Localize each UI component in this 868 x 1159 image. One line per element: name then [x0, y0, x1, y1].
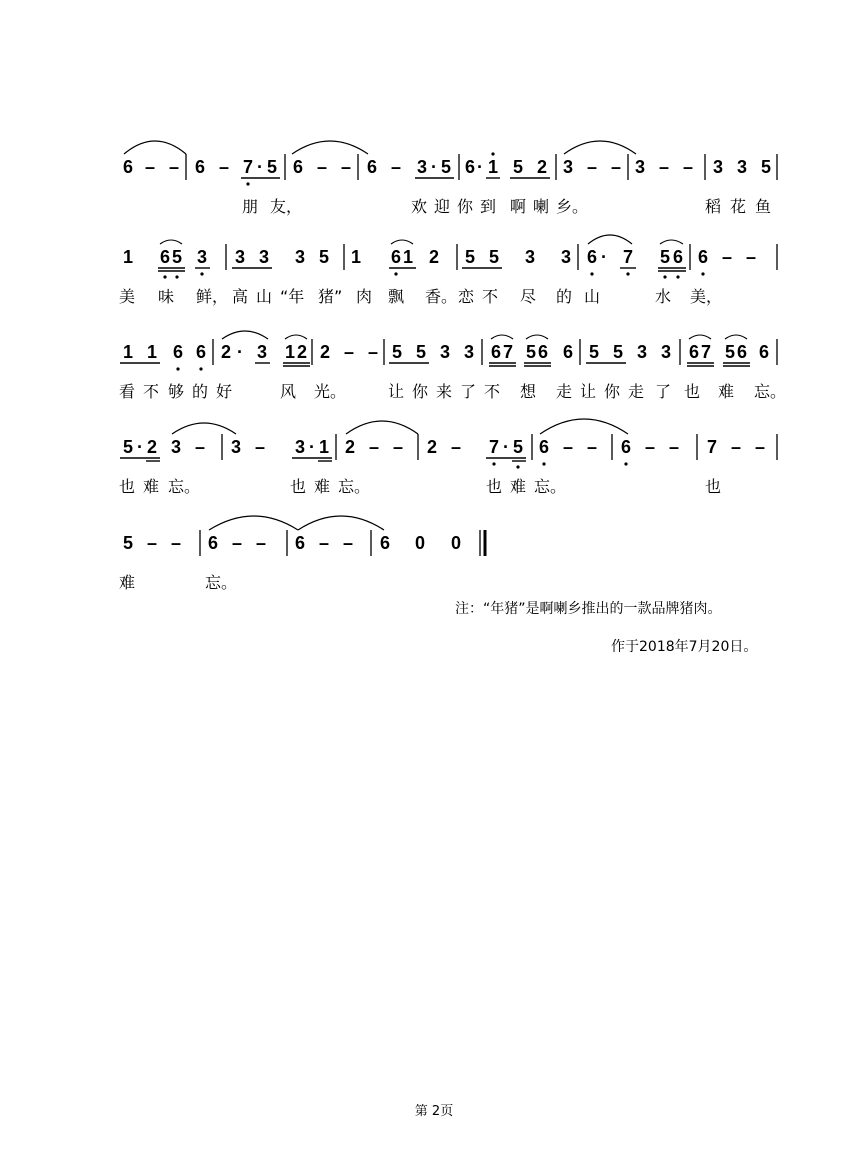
note: – — [721, 247, 733, 267]
lyric: 恋 — [458, 287, 475, 306]
note: 3 — [234, 247, 246, 267]
note: 6 — [688, 342, 700, 362]
tie-slur — [292, 141, 368, 154]
lyric: 走 — [556, 382, 573, 401]
lyric: 也 — [705, 477, 722, 496]
note: 6 — [490, 342, 502, 362]
note: – — [392, 437, 404, 457]
lyric: 味 — [158, 287, 175, 306]
lyric: 难 — [119, 573, 136, 592]
note: 5 — [318, 247, 330, 267]
lyric: 忘。 — [338, 477, 371, 496]
note: – — [316, 157, 328, 177]
note: 5 — [415, 342, 427, 362]
note: 6 — [292, 157, 304, 177]
note: – — [146, 533, 158, 553]
note: 6 — [538, 437, 550, 457]
lyric: 尽 — [520, 287, 537, 306]
note: 1 — [122, 342, 134, 362]
note: 3 — [463, 342, 475, 362]
lyric: 风 — [280, 382, 297, 401]
note: · — [237, 342, 243, 362]
note: 6 — [195, 342, 207, 362]
note: 7 — [622, 247, 634, 267]
note: 5 — [512, 437, 524, 457]
note: – — [730, 437, 742, 457]
note: 6 — [207, 533, 219, 553]
note: 3 — [294, 247, 306, 267]
note: 2 — [146, 437, 158, 457]
note: – — [668, 437, 680, 457]
note: 5 — [440, 157, 452, 177]
lyric: 看 — [119, 382, 136, 401]
note: 3 — [416, 157, 428, 177]
lyric: 来 — [436, 382, 453, 401]
note: 7 — [242, 157, 254, 177]
note: 6 — [366, 157, 378, 177]
note: 3 — [560, 247, 572, 267]
note: 5 — [525, 342, 537, 362]
lyric: 忘。 — [205, 573, 238, 592]
lyric: 也 — [684, 382, 701, 401]
note: 6 — [537, 342, 549, 362]
note: 6 — [736, 342, 748, 362]
note: · — [431, 157, 437, 177]
footnote: 注：“年猪”是啊喇乡推出的一款品牌猪肉。 — [455, 601, 722, 617]
note: 3 — [660, 342, 672, 362]
note: 5 — [464, 247, 476, 267]
note: 5 — [122, 437, 134, 457]
lyric: 花 — [730, 197, 747, 216]
note: · — [601, 247, 607, 267]
note: – — [610, 157, 622, 177]
note: – — [168, 157, 180, 177]
note: – — [343, 342, 355, 362]
lyric: 你 — [604, 382, 621, 401]
note: 2 — [428, 247, 440, 267]
lyric: 不 — [484, 382, 501, 401]
note: 3 — [256, 342, 268, 362]
note: 7 — [700, 342, 712, 362]
lyric: 也 — [290, 477, 307, 496]
lyric: 乡。 — [556, 197, 589, 216]
lyric: 飘 — [388, 287, 405, 306]
lyric: 走 — [628, 382, 645, 401]
note: – — [194, 437, 206, 457]
note: 1 — [402, 247, 414, 267]
note: – — [368, 437, 380, 457]
note: 5 — [488, 247, 500, 267]
note: 5 — [391, 342, 403, 362]
lyric: 你 — [457, 197, 474, 216]
note: 6 — [194, 157, 206, 177]
lyric: 迎 — [434, 197, 451, 216]
lyric: 忘。 — [168, 477, 201, 496]
note: 2 — [319, 342, 331, 362]
composition-date: 作于2018年7月20日。 — [611, 639, 758, 655]
note: – — [367, 342, 379, 362]
note: · — [257, 157, 263, 177]
note: 0 — [414, 533, 426, 553]
lyric: 的 — [192, 382, 209, 401]
note: 0 — [450, 533, 462, 553]
note: 3 — [562, 157, 574, 177]
lyric: 水 — [655, 287, 672, 306]
note: 6 — [172, 342, 184, 362]
note: 6 — [294, 533, 306, 553]
note: – — [586, 437, 598, 457]
note: 6 — [562, 342, 574, 362]
note: 5 — [122, 533, 134, 553]
note: · — [503, 437, 509, 457]
note: 5 — [612, 342, 624, 362]
note: 5 — [724, 342, 736, 362]
lyric: 也 — [119, 477, 136, 496]
lyric: 难 — [314, 477, 331, 496]
note: 1 — [284, 342, 296, 362]
note: – — [644, 437, 656, 457]
lyric: 欢 — [411, 197, 428, 216]
note: 7 — [488, 437, 500, 457]
lyric: 好 — [216, 382, 233, 401]
lyric: 了 — [655, 382, 672, 401]
note: · — [309, 437, 315, 457]
note: – — [231, 533, 243, 553]
lyric: 忘。 — [534, 477, 567, 496]
note: 3 — [736, 157, 748, 177]
note: 2 — [426, 437, 438, 457]
note: 6 — [379, 533, 391, 553]
note: 5 — [588, 342, 600, 362]
note: 3 — [294, 437, 306, 457]
lyric: 朋 — [242, 197, 259, 216]
page-number: 第 2页 — [414, 1104, 454, 1119]
note: 1 — [146, 342, 158, 362]
lyric: 稻 — [705, 197, 722, 216]
note: 6 — [697, 247, 709, 267]
note: 1 — [487, 157, 499, 177]
tie-slur — [124, 141, 186, 154]
note: – — [658, 157, 670, 177]
lyric: 了 — [460, 382, 477, 401]
lyric: 到 — [480, 197, 497, 216]
note: – — [170, 533, 182, 553]
note: – — [340, 157, 352, 177]
note: 3 — [524, 247, 536, 267]
lyric: 肉 — [356, 287, 373, 306]
note: · — [477, 157, 483, 177]
note: 2 — [344, 437, 356, 457]
lyric: 也 — [486, 477, 503, 496]
lyric: 喇 — [533, 197, 550, 216]
lyric: 美 — [119, 287, 136, 306]
note: 6 — [464, 157, 476, 177]
lyric: 啊 — [510, 197, 527, 216]
note: 2 — [296, 342, 308, 362]
note: – — [586, 157, 598, 177]
note: 1 — [318, 437, 330, 457]
note: – — [390, 157, 402, 177]
lyric: 难 — [510, 477, 527, 496]
note: 2 — [536, 157, 548, 177]
note: – — [450, 437, 462, 457]
note: 6 — [122, 157, 134, 177]
note: – — [562, 437, 574, 457]
note: 3 — [196, 247, 208, 267]
note: 3 — [712, 157, 724, 177]
lyric: 鱼 — [755, 197, 772, 216]
note: 6 — [390, 247, 402, 267]
note: – — [318, 533, 330, 553]
tie-slur — [564, 141, 636, 154]
note: 5 — [266, 157, 278, 177]
note: 1 — [350, 247, 362, 267]
note: · — [137, 437, 143, 457]
lyric: 让 — [580, 382, 597, 401]
lyric: 难 — [143, 477, 160, 496]
lyric: 山 — [256, 287, 273, 306]
note: – — [754, 437, 766, 457]
lyric: 山 — [584, 287, 601, 306]
note: 3 — [439, 342, 451, 362]
note: 3 — [636, 342, 648, 362]
note: 7 — [502, 342, 514, 362]
lyric: 想 — [520, 382, 537, 401]
lyric: 鲜， — [196, 287, 229, 306]
note: 6 — [620, 437, 632, 457]
lyric: 香。 — [425, 287, 458, 306]
note: 5 — [760, 157, 772, 177]
note: 6 — [159, 247, 171, 267]
note: 5 — [171, 247, 183, 267]
note: 3 — [170, 437, 182, 457]
lyric: 你 — [412, 382, 429, 401]
note: 6 — [586, 247, 598, 267]
note: 1 — [122, 247, 134, 267]
note: – — [144, 157, 156, 177]
lyric: 猪” — [318, 287, 343, 306]
note: 3 — [230, 437, 242, 457]
lyric: 友， — [270, 197, 303, 216]
note: 3 — [258, 247, 270, 267]
note: – — [254, 437, 266, 457]
note: 3 — [634, 157, 646, 177]
note: 5 — [659, 247, 671, 267]
note: 6 — [672, 247, 684, 267]
note: 6 — [758, 342, 770, 362]
lyric: 高 — [232, 287, 249, 306]
lyric: 的 — [556, 287, 573, 306]
lyric: 忘。 — [754, 382, 787, 401]
lyric: 不 — [482, 287, 499, 306]
note: – — [682, 157, 694, 177]
lyric: 够 — [168, 382, 185, 401]
lyric: 不 — [143, 382, 160, 401]
note: – — [218, 157, 230, 177]
note: – — [342, 533, 354, 553]
note: – — [255, 533, 267, 553]
score-system-5 — [0, 486, 868, 606]
lyric: 难 — [718, 382, 735, 401]
note: – — [745, 247, 757, 267]
note: 5 — [512, 157, 524, 177]
note: 2 — [220, 342, 232, 362]
lyric: 美， — [690, 287, 723, 306]
lyric: 光。 — [314, 382, 347, 401]
note: 7 — [706, 437, 718, 457]
lyric: “年 — [280, 287, 305, 306]
lyric: 让 — [388, 382, 405, 401]
